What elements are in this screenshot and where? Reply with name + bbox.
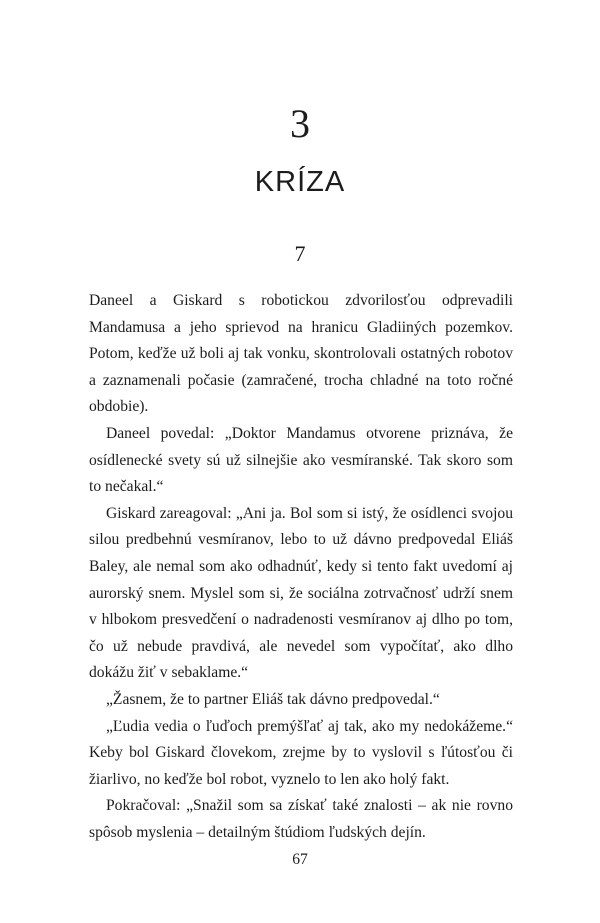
- part-number: 3: [290, 101, 310, 146]
- part-title: KRÍZA: [254, 166, 346, 198]
- paragraph: Pokračoval: „Snažil som sa získať také znalosti – ak nie rovno spôsob myslenia – detailným štúdiom ľudských dejín.: [89, 797, 513, 841]
- paragraph: „Ľudia vedia o ľuďoch premýšľať aj tak, ako my nedokážeme.“ Keby bol Giskard človekom, zrejme by to vyslovil s ľútosťou či žiarlivo, no keďže bol robot, vyznelo to len ako holý fakt.: [89, 717, 513, 788]
- chapter-number: 7: [294, 241, 306, 266]
- paragraph: Daneel a Giskard s robotickou zdvorilosťou odprevadili Mandamusa a jeho sprievod na hranicu Gladiiných pozemkov. Potom, keďže už boli aj tak vonku, skontrolovali ostatných robotov a zaznamenali počasie (zamračené, trocha chladné na toto ročné obdobie).: [89, 292, 513, 416]
- paragraph: Giskard zareagoval: „Ani ja. Bol som si istý, že osídlenci svojou silou predbehnú vesmíranov, lebo to už dávno predpovedal Eliáš Baley, ale nemal som ako odhadnúť, kedy si tento fakt uvedomí aj aurorský snem. Myslel som si, že sociálna zotrvačnosť udrží snem v hlbokom presvedčení o nadradenosti vesmíranov aj dlho po tom, čo už nebude pravdivá, ale nevedel som vypočítať, ako dlho dokážu žiť v sebaklame.“: [89, 504, 513, 682]
- body-text: [89, 288, 513, 846]
- paragraph: „Žasnem, že to partner Eliáš tak dávno predpovedal.“: [106, 690, 440, 708]
- page-number: 67: [292, 851, 308, 868]
- paragraph: Daneel povedal: „Doktor Mandamus otvorene priznáva, že osídlenecké svety sú už silnejšie ako vesmíranské. Tak skoro som to nečakal.“: [89, 424, 513, 496]
